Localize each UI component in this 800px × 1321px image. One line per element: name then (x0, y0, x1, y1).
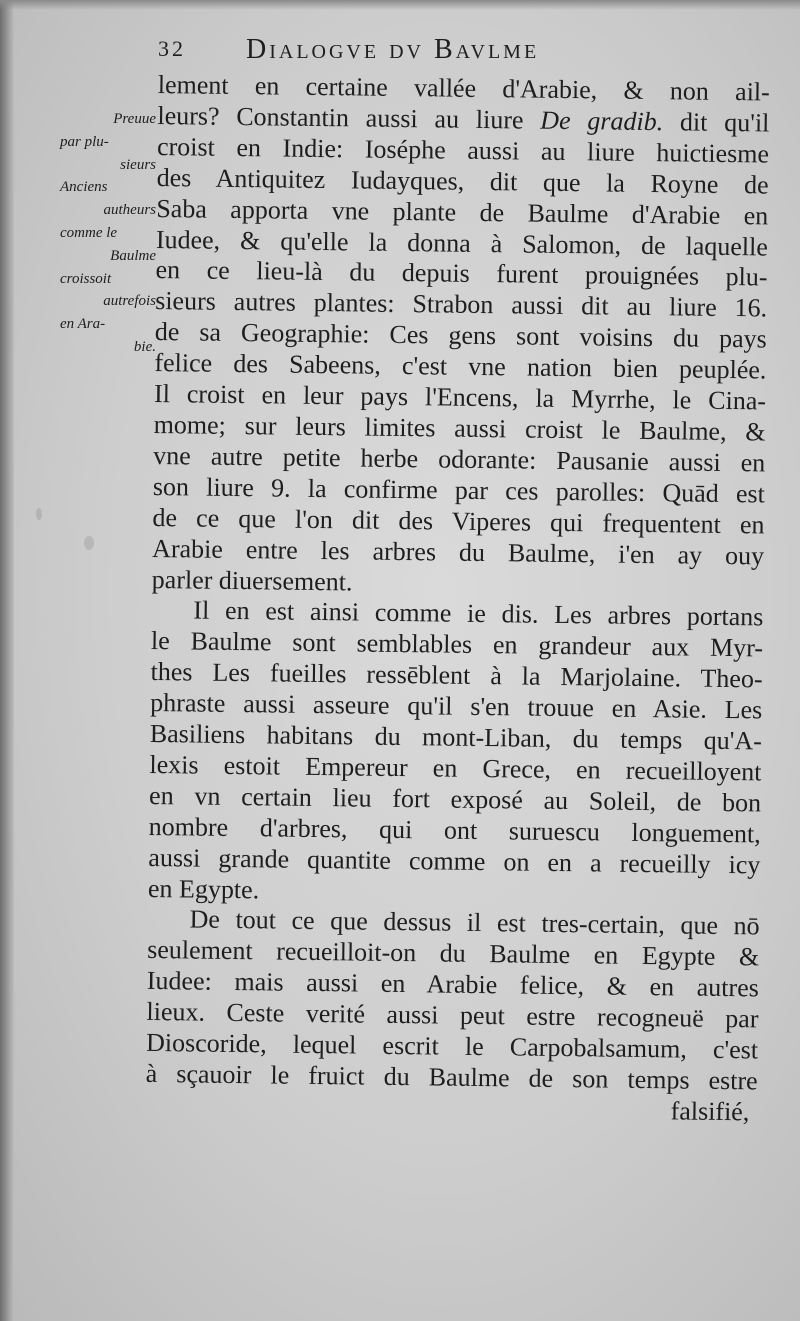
marginal-note-line: croissoit (60, 270, 112, 287)
marginal-note-line: autrefois (103, 293, 156, 310)
body-text (145, 70, 770, 1128)
marginal-note-line: comme le (60, 224, 118, 241)
text-line: le Baulme sont semblables en grandeur aux Myr- (150, 626, 764, 663)
text-line: sieurs autres plantes: Strabon aussi dit au liure 16. (155, 286, 768, 323)
marginal-note-line: Baulme (110, 247, 156, 264)
text-line: à sçauoir le fruict du Baulme de son temps estre (145, 1058, 758, 1096)
text-line: seulement recueilloit-on du Baulme en Egypte & (147, 935, 760, 972)
text-line: en ce lieu-là du depuis furent prouignées plu- (155, 255, 768, 292)
text-line: en vn certain lieu fort exposé au Soleil, de bon (148, 780, 762, 818)
marginal-note-line: Anciens (60, 179, 108, 196)
text-line: phraste aussi asseure qu'il s'en trouue en Asie. Les (150, 688, 763, 725)
catchword: falsifié, (670, 1096, 750, 1127)
marginal-note-line: Preuue (113, 111, 156, 127)
text-line: Dioscoride, lequel escrit le Carpobalsamum, c'est (145, 1028, 759, 1065)
text-line: nombre d'arbres, qui ont suruescu longuement, (148, 811, 761, 849)
text-line: Arabie entre les arbres du Baulme, i'en ay ouy (151, 533, 765, 571)
text-line-start: leurs? Constantin aussi au liure (157, 100, 541, 135)
text-line-end: dit qu'il (663, 107, 770, 138)
text-line: de sa Geographie: Ces gens sont voisins du pays (154, 317, 767, 354)
running-title: Dialogve dv Bavlme (246, 34, 540, 65)
text-line: lexis estoit Empereur en Grece, en recueilloyent (149, 749, 762, 787)
text-line: thes Les fueilles ressēblent à la Marjolaine. Theo- (150, 657, 763, 694)
paragraph-start-line: Il en est ainsi comme ie dis. Les arbres portans (193, 595, 764, 632)
text-line: mome; sur leurs limites aussi croist le Baulme, & (153, 409, 766, 447)
text-line: en Egypte. (147, 873, 260, 904)
paragraph-start-line: De tout ce que dessus il est tres-certain, que nō (189, 904, 760, 941)
text-line: Saba apporta vne plante de Baulme d'Arabie en (156, 193, 769, 231)
marginal-note-line: en Ara- (60, 316, 106, 333)
text-line: Il croist en leur pays l'Encens, la Myrrhe, le Cina- (153, 379, 767, 416)
text-line: son liure 9. la confirme par ces parolles: Quād est (152, 471, 766, 509)
text-line: Iudee: mais aussi en Arabie felice, & en autres (146, 966, 760, 1003)
text-line: de ce que l'on dit des Viperes qui frequentent en (152, 502, 765, 540)
marginal-note-line: sieurs (120, 156, 156, 173)
text-line: vne autre petite herbe odorante: Pausanie aussi en (153, 440, 766, 478)
page-top-shadow (0, 0, 800, 10)
italic-title: De gradib. (540, 105, 664, 137)
text-line: parler diuersement. (151, 564, 353, 596)
marginal-note-line: par plu- (60, 133, 109, 150)
paper-stain (36, 508, 42, 520)
text-line: des Antiquitez Iudayques, dit que la Royne de (156, 162, 769, 200)
text-line: Iudee, & qu'elle la donna à Salomon, de laquelle (155, 224, 769, 261)
text-line: Basiliens habitans du mont-Liban, du temps qu'A- (149, 718, 763, 756)
text-line: croist en Indie: Ioséphe aussi au liure huictiesme (156, 131, 770, 169)
text-line: aussi grande quantite comme on en a recueilly icy (148, 842, 761, 880)
text-line: lement en certaine vallée d'Arabie, & non ail- (157, 70, 770, 107)
text-line: lieux. Ceste verité aussi peut estre recogneuë par (146, 997, 759, 1034)
marginal-note-line: autheurs (103, 202, 156, 219)
text-line: felice des Sabeens, c'est vne nation bien peuplée. (154, 348, 767, 385)
page-number: 32 (158, 36, 186, 61)
running-head (158, 34, 698, 70)
page-edge-shadow (0, 0, 14, 1321)
paper-stain (84, 536, 94, 550)
marginal-note (60, 108, 156, 359)
marginal-note-line: bie. (133, 338, 156, 355)
